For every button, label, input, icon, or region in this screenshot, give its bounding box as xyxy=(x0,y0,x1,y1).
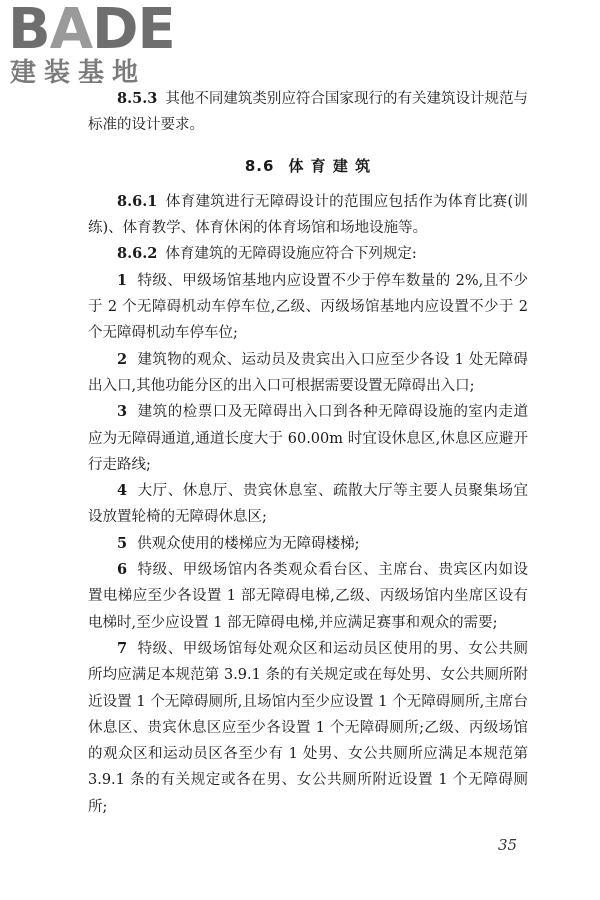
item-text: 大厅、休息厅、贵宾休息室、疏散大厅等主要人员聚集场宜设放置轮椅的无障碍休息区; xyxy=(88,483,528,526)
item-text: 建筑物的观众、运动员及贵宾出入口应至少各设 1 处无障碍出入口,其他功能分区的出入口可根据需要设置无障碍出入口; xyxy=(88,351,528,394)
item-text: 特级、甲级场馆基地内应设置不少于停车数量的 2%,且不少于 2 个无障碍机动车停车位,乙级、丙级场馆基地内应设置不少于 2 个无障碍机动车停车位; xyxy=(88,272,528,342)
item-text: 供观众使用的楼梯应为无障碍楼梯; xyxy=(137,535,360,552)
clause-8-6-2 xyxy=(88,241,528,267)
clause-number: 8.6.1 xyxy=(117,192,158,210)
page-number: 35 xyxy=(498,836,518,854)
clause-number: 8.6.2 xyxy=(117,245,158,263)
list-item xyxy=(88,347,528,400)
clause-number: 8.5.3 xyxy=(117,90,158,107)
section-number: 8.6 xyxy=(244,156,275,175)
list-item xyxy=(88,478,528,531)
item-number: 2 xyxy=(117,350,128,368)
item-number: 3 xyxy=(117,403,128,421)
list-item xyxy=(88,268,528,347)
item-text: 特级、甲级场馆每处观众区和运动员区使用的男、女公共厕所均应满足本规范第 3.9.1 条的有关规定或在每处男、女公共厕所附近设置 1 个无障碍厕所,且场馆内至少应设置 1 个无障碍厕所,主席台休息区、贵宾休息区应至少各设置 1 个无障碍厕所;乙级、丙级场馆的观众区和运动员区各至少有 1 处男、女公共厕所应满足本规范第 3.9.1 条的有关规定或各在男、女公共厕所附近设置 1 个无障碍厕所; xyxy=(88,640,528,815)
item-number: 5 xyxy=(117,534,128,552)
section-title: 体 育 建 筑 xyxy=(288,156,372,175)
bade-logo xyxy=(8,0,178,92)
clause-8-6-1 xyxy=(88,189,528,242)
item-number: 7 xyxy=(117,639,128,657)
clause-text: 体育建筑进行无障碍设计的范围应包括作为体育比赛(训练)、体育教学、体育休闲的体育场馆和场地设施等。 xyxy=(88,193,528,237)
section-heading xyxy=(88,153,528,179)
item-text: 特级、甲级场馆内各类观众看台区、主席台、贵宾区内如设置电梯应至少各设置 1 部无障碍电梯,乙级、丙级场馆内坐席区设有电梯时,至少应设置 1 部无障碍电梯,并应满足赛事和观众的需要; xyxy=(88,562,528,631)
clause-text: 其他不同建筑类别应符合国家现行的有关建筑设计规范与标准的设计要求。 xyxy=(88,91,528,134)
list-item xyxy=(88,531,528,557)
clause-8-5-3 xyxy=(88,86,528,139)
list-item xyxy=(88,557,528,636)
document-body xyxy=(88,86,528,820)
item-number: 6 xyxy=(117,561,128,579)
list-item xyxy=(88,399,528,478)
list-item xyxy=(88,636,528,820)
item-number: 1 xyxy=(117,271,128,289)
logo-subtitle: 建装基地 xyxy=(10,58,147,88)
item-text: 建筑的检票口及无障碍出入口到各种无障碍设施的室内走道应为无障碍通道,通道长度大于 60.00m 时宜设休息区,休息区应避开行走路线; xyxy=(88,404,528,473)
clause-text: 体育建筑的无障碍设施应符合下列规定: xyxy=(165,246,417,263)
item-number: 4 xyxy=(117,482,128,500)
logo-wordmark: BADE xyxy=(8,0,175,62)
